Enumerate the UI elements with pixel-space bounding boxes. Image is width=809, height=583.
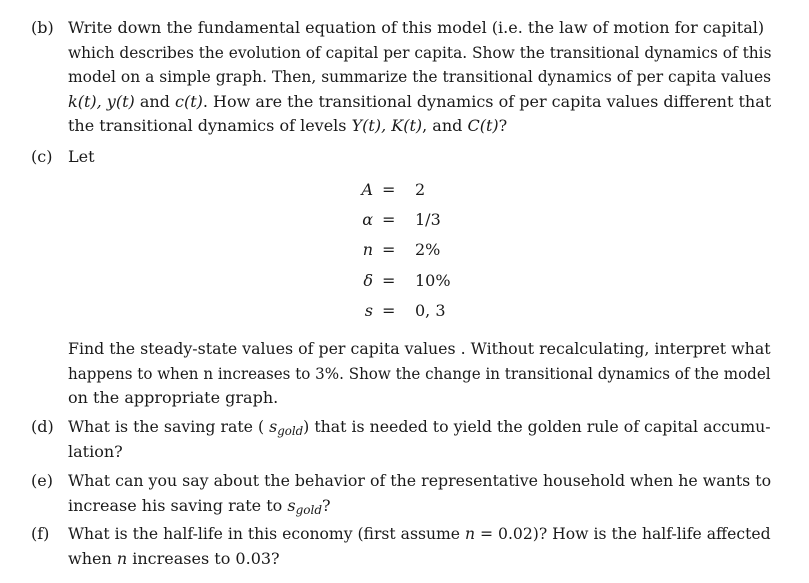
text: ? <box>322 496 331 515</box>
text: increase his saving rate to <box>68 496 288 515</box>
text: the transitional dynamics of levels <box>68 116 352 135</box>
math-YK: Y(t), K(t) <box>351 116 423 135</box>
math-n: n <box>116 549 128 568</box>
part-d-label: (d) <box>31 417 54 436</box>
text: ? <box>498 116 508 135</box>
text: when <box>68 549 117 568</box>
text: What is the saving rate ( <box>68 417 270 436</box>
param-value: 2 <box>415 180 426 199</box>
text: ) that is needed to yield the golden rule of capital accumu- <box>303 417 771 436</box>
part-d-line-2: lation? <box>68 442 123 461</box>
subscript-gold: gold <box>295 503 323 517</box>
param-symbol: A <box>361 180 373 199</box>
param-value: 10% <box>415 271 451 290</box>
param-symbol: n <box>362 240 373 259</box>
math-s: s <box>287 496 296 515</box>
equals-sign: = <box>382 271 396 290</box>
math-Ct: C(t) <box>467 116 499 135</box>
text: , and <box>422 116 468 135</box>
text: and <box>134 92 175 111</box>
math-n: n <box>464 524 476 543</box>
equals-sign: = <box>382 240 396 259</box>
part-f-label: (f) <box>31 524 50 543</box>
param-symbol: α <box>362 210 373 229</box>
text: increases to 0.03? <box>127 549 280 568</box>
part-b-line-1: Write down the fundamental equation of this model (i.e. the law of motion for capital) <box>68 18 765 37</box>
text: = 0.02)? How is the half-life affected <box>475 524 771 543</box>
equals-sign: = <box>382 210 396 229</box>
math-ct: c(t) <box>175 92 203 111</box>
equals-sign: = <box>382 301 396 320</box>
part-f-line-2 <box>68 549 280 569</box>
subscript-gold: gold <box>277 424 304 438</box>
part-c-label: (c) <box>31 147 53 166</box>
param-value: 0, 3 <box>415 301 446 320</box>
part-c-line-1: Find the steady-state values of per capita values . Without recalculating, interpret what <box>68 339 771 358</box>
part-d-line-1 <box>68 417 771 438</box>
part-c-line-2: happens to when n increases to 3%. Show the change in transitional dynamics of the model <box>68 364 771 383</box>
math-s: s <box>269 417 278 436</box>
equals-sign: = <box>382 180 396 199</box>
text: What is the half-life in this economy (first assume <box>68 524 465 543</box>
param-symbol: δ <box>363 271 373 290</box>
part-b-line-3: model on a simple graph. Then, summarize the transitional dynamics of per capita values <box>68 67 772 86</box>
text: . How are the transitional dynamics of per capita values different that <box>202 92 772 111</box>
part-e-label: (e) <box>31 471 53 490</box>
param-symbol: s <box>364 301 373 320</box>
part-c-line-3: on the appropriate graph. <box>68 388 279 407</box>
part-b-line-2: which describes the evolution of capital per capita. Show the transitional dynamics of this <box>68 43 772 62</box>
part-e-line-2 <box>68 496 331 517</box>
part-b-line-4 <box>68 92 771 112</box>
part-b-label: (b) <box>31 18 54 37</box>
math-kyt: k(t), y(t) <box>68 92 135 111</box>
part-c-intro: Let <box>68 147 95 166</box>
part-e-line-1: What can you say about the behavior of the representative household when he wants to <box>68 471 772 490</box>
part-f-line-1 <box>68 524 771 544</box>
param-value: 2% <box>415 240 441 259</box>
part-b-line-5 <box>68 116 507 136</box>
param-value: 1/3 <box>415 210 441 229</box>
